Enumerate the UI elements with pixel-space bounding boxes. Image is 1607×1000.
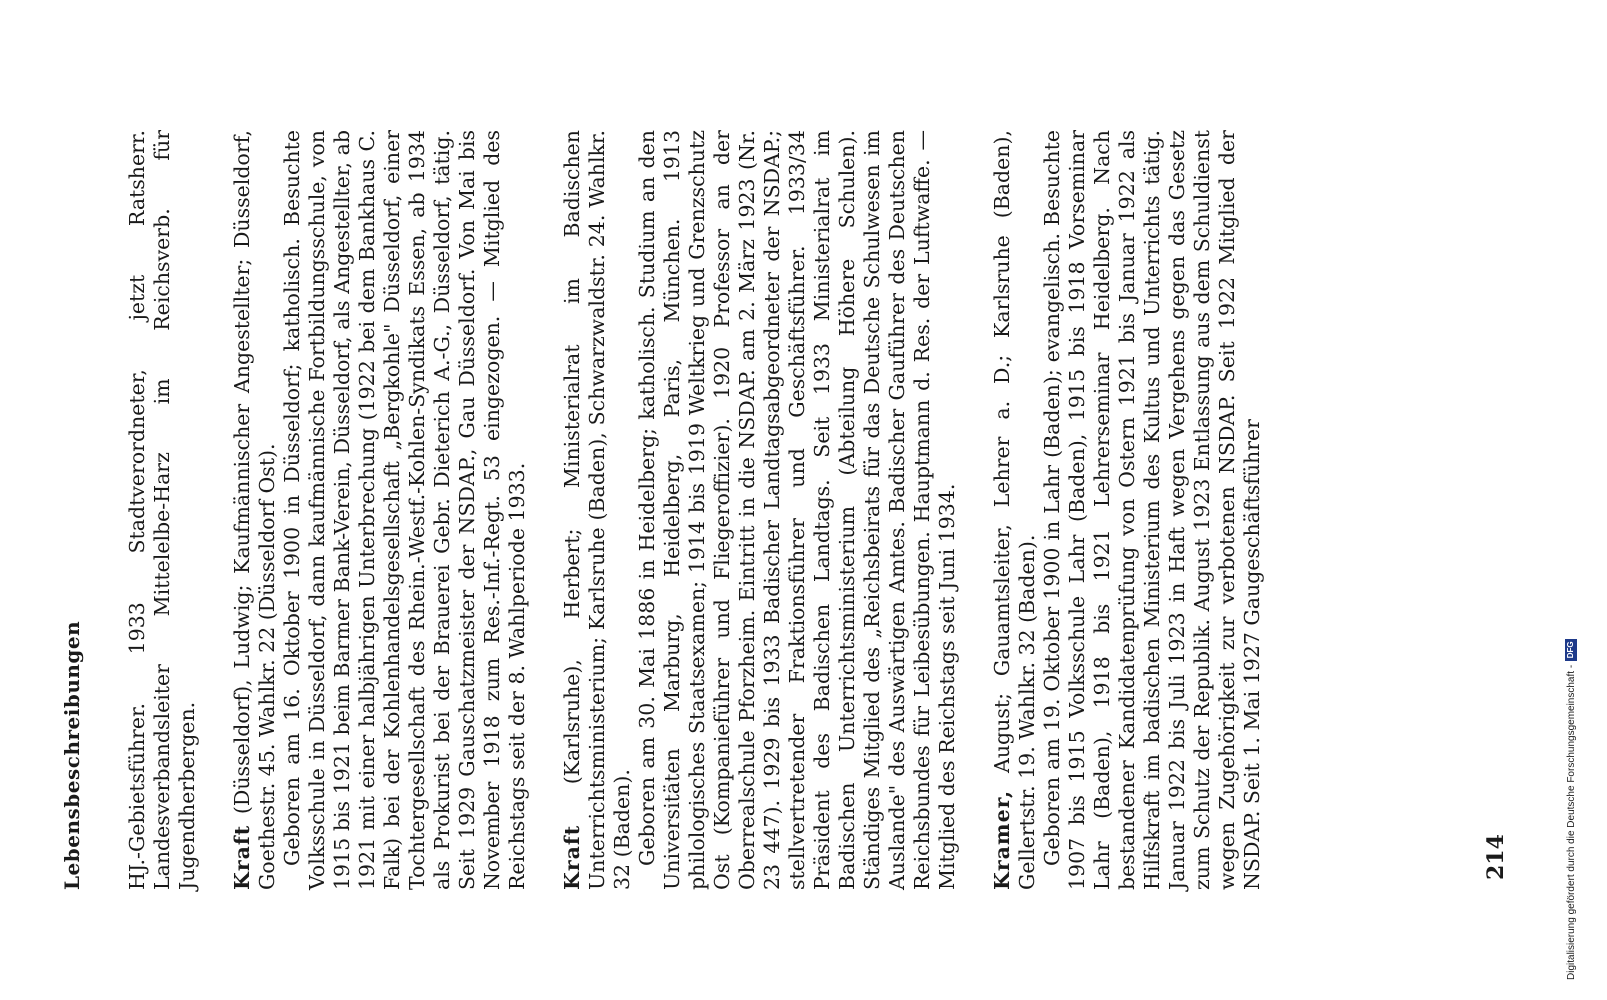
biography-entry-1 <box>230 130 530 890</box>
entry-surname: Kraft <box>230 824 254 890</box>
body-text <box>125 130 1265 890</box>
entry-body: Geboren am 19. Oktober 1900 in Lahr (Baden); evangelisch. Besuchte 1907 bis 1915 Volksschule Lahr (Baden), 1915 bis 1918 Vorseminar Lahr (Baden), 1918 bis 1921 Lehrerseminar Heidelberg. Nach bestandener Kandidatenprüfung von Ostern 1921 bis Januar 1922 als Hilfskraft im badischen Ministerium des Kultus und Unterrichts tätig. Januar 1922 bis Juli 1923 in Haft wegen Vergehens gegen das Gesetz zum Schutz der Republik. August 1923 Entlassung aus dem Schuldienst wegen Zugehörigkeit zur verbotenen NSDAP. Seit 1922 Mitglied der NSDAP. Seit 1. Mai 1927 Gaugeschäftsführer <box>1040 130 1264 890</box>
dfg-logo-icon: DFG <box>1565 639 1577 661</box>
running-head: Lebensbeschreibungen <box>60 620 84 890</box>
entry-header: (Karlsruhe), Herbert; Ministerialrat im Badischen Unterrichtsministerium; Karlsruhe (Baden), Schwarzwaldstr. 24. Wahlkr. 32 (Baden). <box>560 130 634 890</box>
entry-header: (Düsseldorf), Ludwig; Kaufmännischer Angestellter; Düsseldorf, Goethestr. 45. Wahlkr. 22 (Düsseldorf Ost). <box>230 130 279 890</box>
biography-entry-3 <box>990 130 1265 890</box>
entry-header: August; Gauamtsleiter, Lehrer a. D.; Karlsruhe (Baden), Gellertstr. 19. Wahlkr. 32 (Baden). <box>990 130 1039 890</box>
biography-entry-2 <box>560 130 960 890</box>
credit-text: Digitalisierung gefördert durch die Deutsche Forschungsgemeinschaft - <box>1565 664 1577 980</box>
page-number: 214 <box>1483 834 1509 880</box>
entry-surname: Kramer, <box>990 789 1014 890</box>
entry-body: Geboren am 30. Mai 1886 in Heidelberg; katholisch. Studium an den Universitäten Marburg, Heidelberg, Paris, München. 1913 philologisches Staatsexamen; 1914 bis 1919 Weltkrieg und Grenzschutz Ost (Kompanieführer und Fliegeroffizier). 1920 Professor an der Oberrealschule Pforzheim. Eintritt in die NSDAP. am 2. März 1923 (Nr. 23 447). 1929 bis 1933 Badischer Landtagsabgeordneter der NSDAP.; stellvertretender Fraktionsführer und Geschäftsführer. 1933/34 Präsident des Badischen Landtags. Seit 1933 Ministerialrat im Badischen Unterrichtsministerium (Abteilung Höhere Schulen). Ständiges Mitglied des „Reichsbeirats für das Deutsche Schulwesen im Auslande" des Auswärtigen Amtes. Badischer Gauführer des Deutschen Reichsbundes für Leibesübungen. Hauptmann d. Res. der Luftwaffe. — Mitglied des Reichstags seit Juni 1934. <box>635 130 959 890</box>
entry-body: Geboren am 16. Oktober 1900 in Düsseldorf; katholisch. Besuchte Volksschule in Düsseldorf, dann kaufmännische Fortbildungsschule, von 1915 bis 1921 beim Barmer Bank-Verein, Düsseldorf, als Angestellter, ab 1921 mit einer halbjährigen Unterbrechung (1922 bei dem Bankhaus C. Falk) bei der Kohlenhandelsgesellschaft „Bergkohle" Düsseldorf, einer Tochtergesellschaft des Rhein.-Westf.-Kohlen-Syndikats Essen, ab 1934 als Prokurist bei der Brauerei Gebr. Dieterich A.-G., Düsseldorf, tätig. Seit 1929 Gauschatzmeister der NSDAP., Gau Düsseldorf. Von Mai bis November 1918 zum Res.-Inf.-Regt. 53 eingezogen. — Mitglied des Reichstags seit der 8. Wahlperiode 1933. <box>280 130 529 890</box>
entry-surname: Kraft <box>560 824 584 890</box>
continuation-fragment: HJ.-Gebietsführer. 1933 Stadtverordneter, jetzt Ratsherr. Landesverbandsleiter Mittelelbe-Harz im Reichsverb. für Jugendherbergen. <box>125 130 199 890</box>
